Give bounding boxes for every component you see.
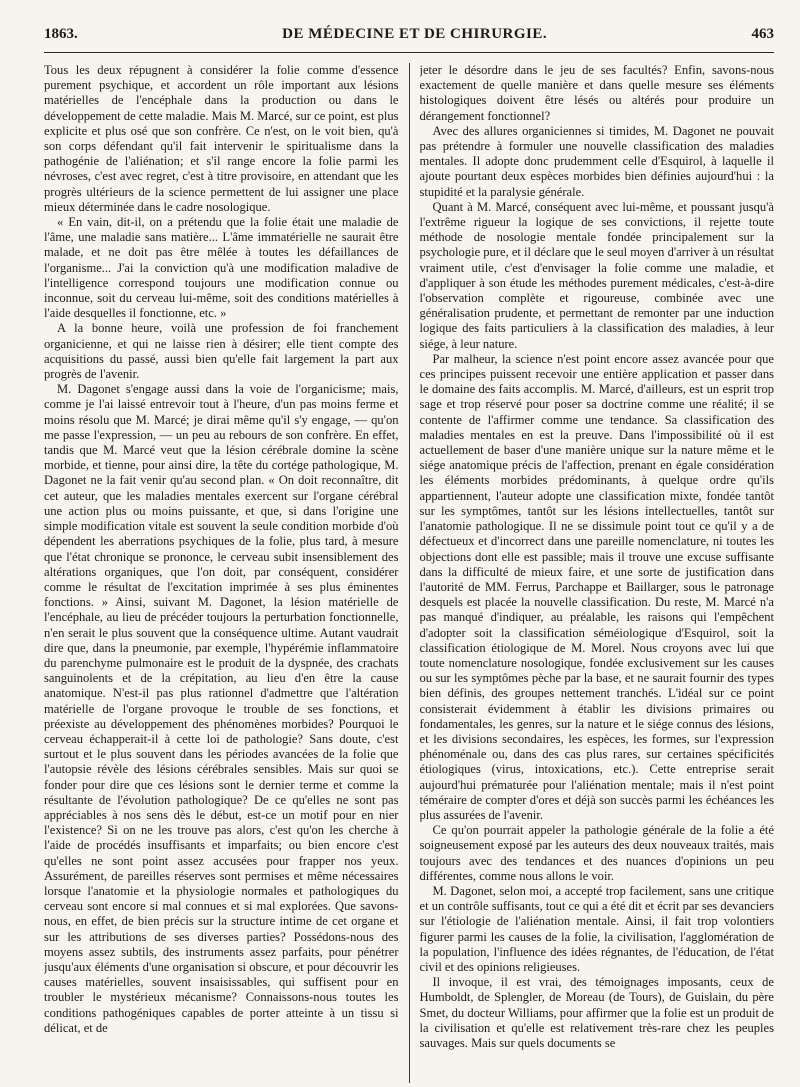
- paragraph: Il invoque, il est vrai, des témoignages imposants, ceux de Humboldt, de Splengler, de Moreau (de Tours), de Guislain, du père Smet, du docteur Williams, pour affirmer que la folie est un produit de la civilisation et qu'elle est relativement très-rare chez les peuples sauvages. Mais sur quels documents se: [419, 975, 774, 1050]
- column-divider: [409, 63, 410, 1083]
- paragraph: Quant à M. Marcé, conséquent avec lui-même, et poussant jusqu'à l'extrême rigueur la logique de ses convictions, il rejette toute méthode de nosologie mentale fondée principalement sur la psychologie pure, et il déclare que le seul moyen d'arriver à un résultat vraiment utile, c'est d'envisager la folie comme une maladie, et d'appliquer à son étude les méthodes purement médicales, c'est-à-dire l'observation complète et rigoureuse, combinée avec une généralisation prudente, et permettant de remonter par une induction logique des faits particuliers à la classification des maladies, à leur siége, à leur nature.: [419, 199, 774, 351]
- right-column: [420, 63, 775, 1083]
- header-page-number: 463: [751, 26, 774, 42]
- running-header: [44, 26, 774, 53]
- left-column: [44, 63, 399, 1083]
- paragraph: M. Dagonet, selon moi, a accepté trop facilement, sans une critique et un contrôle suffisants, tout ce qui a été dit et écrit par ses devanciers sur l'étiologie de l'aliénation mentale. Ainsi, il fait trop volontiers figurer parmi les causes de la folie, la civilisation, l'agglomération de la population, l'influence des idées régnantes, de l'éducation, de l'état civil et des opinions religieuses.: [419, 883, 774, 974]
- paragraph: Tous les deux répugnent à considérer la folie comme d'essence purement psychique, et accordent un rôle important aux lésions matérielles de l'encéphale dans la production ou dans le développement de cette maladie. Mais M. Marcé, sur ce point, est plus explicite et plus osé que son confrère. Ce n'est, on le voit bien, qu'à son corps défendant qu'il fait intervenir le spiritualisme dans la pathogénie de l'aliénation; et s'il range encore la folie parmi les névroses, c'est avec regret, c'est à titre provisoire, en attendant que les progrès ultérieurs de la science permettent de lui assigner une place mieux déterminée dans le cadre nosologique.: [44, 63, 399, 214]
- header-title: DE MÉDECINE ET DE CHIRURGIE.: [282, 26, 548, 42]
- paragraph: M. Dagonet s'engage aussi dans la voie de l'organicisme; mais, comme je l'ai laissé entrevoir tout à l'heure, d'un pas moins ferme et moins résolu que M. Marcé; je dirai même qu'il s'y engage, — qu'on me passe l'expression, — un peu au rebours de son confrère. En effet, tandis que M. Marcé veut que la lésion cérébrale domine la scène morbide, et tienne, pour ainsi dire, la tête du cortége pathologique, M. Dagonet ne la fait venir qu'au second plan. « On doit reconnaître, dit cet auteur, que les maladies mentales exercent sur l'organe cérébral une action plus ou moins puissante, et que, si dans l'origine une simple modification vitale est souvent la seule condition morbide d'où dépendent les aberrations psychiques de la folie, plus tard, à mesure que l'état chronique se prononce, le cerveau subit insensiblement des altérations organiques, que l'on doit, par conséquent, considérer comme le résultat de l'excitation imprimée à ses plus éminentes fonctions. » Ainsi, suivant M. Dagonet, la lésion matérielle de l'encéphale, au lieu de précéder toujours la perturbation fonctionnelle, n'en serait le plus souvent que la conséquence ultime. Autant vaudrait dire que, dans la pneumonie, par exemple, l'hypérémie inflammatoire du parenchyme pulmonaire est le produit de la dyspnée, des crachats sanguinolents et de la crépitation, au lieu d'en être la cause anatomique. N'est-il pas plus rationnel d'admettre que l'altération matérielle de l'organe provoque le trouble de ses fonctions, et préexiste au développement des phénomènes morbides? Pourquoi le cerveau échapperait-il à cette loi de pathologie? Sans doute, c'est surtout et le plus souvent dans les périodes avancées de la folie que l'autopsie révèle des lésions cérébrales sensibles. Mais sur quoi se fonder pour dire que ces lésions sont le dernier terme et comme la résultante de l'évolution pathologique? De ce qu'elles ne sont pas appréciables à nos sens dès le début, est-ce un motif pour en nier l'existence? Si on ne les trouve pas alors, c'est qu'on les cherche à l'aide de procédés insuffisants et imparfaits; ou bien encore c'est qu'elles ne sont point assez accusées pour frapper nos yeux. Assurément, de pareilles réserves sont permises et même nécessaires lorsque l'anatomie et la physiologie normales et pathologiques du cerveau sont encore si mal connues et si mal explorées. Que savons-nous, en effet, de bien précis sur la structure intime de cet organe et sur les attributions de ses diverses parties? Possédons-nous des moyens assez subtils, des instruments assez parfaits, pour pénétrer jusqu'aux éléments d'une organisation si obscure, et pour découvrir les causes matérielles, souvent insaisissables, qui suffisent pour en troubler le mystérieux mécanisme? Connaissons-nous toutes les conditions pathogéniques capables de porter atteinte à un tissu si délicat, et de: [44, 382, 399, 1035]
- paragraph: Ce qu'on pourrait appeler la pathologie générale de la folie a été soigneusement exposé par les auteurs des deux nouveaux traités, mais toujours avec des tendances et des nuances d'opinions un peu différentes, comme nous allons le voir.: [419, 823, 774, 883]
- text-columns: [44, 63, 774, 1083]
- paragraph: A la bonne heure, voilà une profession de foi franchement organicienne, et qui ne laisse rien à désirer; elle tient compte des acquisitions du passé, aussi bien qu'elle fait largement la part aux progrès de l'avenir.: [44, 321, 399, 382]
- paragraph: « En vain, dit-il, on a prétendu que la folie était une maladie de l'âme, une maladie sans matière... L'âme immatérielle ne saurait être malade, et ne doit pas être mêlée à toutes les défaillances de l'organisme... J'ai la conviction qu'à une modification maladive de l'intelligence correspond toujours une modification connue ou inconnue, soit du cerveau lui-même, soit des conditions matérielles à l'aide desquelles il fonctionne, etc. »: [44, 215, 399, 321]
- header-year: 1863.: [44, 26, 78, 42]
- paragraph: jeter le désordre dans le jeu de ses facultés? Enfin, savons-nous exactement de quelle manière et dans quelle mesure ses éléments histologiques doivent être lésés ou altérés pour produire un dérangement fonctionnel?: [419, 63, 774, 123]
- paragraph: Avec des allures organiciennes si timides, M. Dagonet ne pouvait pas prétendre à formuler une nouvelle classification des maladies mentales. Il adopte donc prudemment celle d'Esquirol, à laquelle il ajoute pourtant deux espèces morbides bien définies aujourd'hui : la stupidité et la paralysie générale.: [419, 123, 774, 199]
- paragraph: Par malheur, la science n'est point encore assez avancée pour que ces principes puissent recevoir une entière application et passer dans le domaine des faits accomplis. M. Marcé, d'ailleurs, est un esprit trop sage et trop réservé pour poser sa doctrine comme une réalité; il se contente de l'affirmer comme une tendance. Sa classification des maladies mentales en est la preuve. Dans l'impossibilité où il est actuellement de baser d'une manière unique sur la nature même et le siége anatomique précis de l'affection, prenant en égale considération les éléments morbides prédominants, à quelque ordre qu'ils appartiennent, l'auteur adopte une classification mixte, fondée tantôt sur les symptômes, tantôt sur les lésions intellectuelles, tantôt sur l'anatomie pathologique. Il ne se dissimule point tout ce qu'il y a de défectueux et d'incorrect dans une pareille nomenclature, ni toutes les objections dont elle est passible; mais il trouve une excuse suffisante dans la difficulté de mieux faire, et une sorte de justification dans l'autorité de MM. Ferrus, Parchappe et Baillarger, sous le patronage desquels est placée la nouvelle classification. Du reste, M. Marcé n'a pas manqué d'indiquer, au préalable, les raisons qui l'empêchent d'adopter soit la classification séméiologique d'Esquirol, soit la classification étiologique de M. Morel. Nous croyons avec lui que toute nomenclature nosologique, fondée exclusivement sur les causes ou sur les symptômes pèche par la base, et ne saurait fournir des types bien définis, des groupes nettement tranchés. L'idéal sur ce point consisterait évidemment à établir les divisions primaires ou fondamentales, les genres, sur la nature et le siége connus des lésions, et les divisions secondaires, les espèces, les formes, sur l'expression phénoménale ou, dans des cas plus rares, sur certaines spécificités étiologiques (virus, intoxications, etc.). Cette entreprise serait aujourd'hui prématurée pour l'aliénation mentale; mais il n'est point téméraire de compter d'ores et déjà son succès parmi les échéances les plus assurées de l'avenir.: [419, 351, 774, 822]
